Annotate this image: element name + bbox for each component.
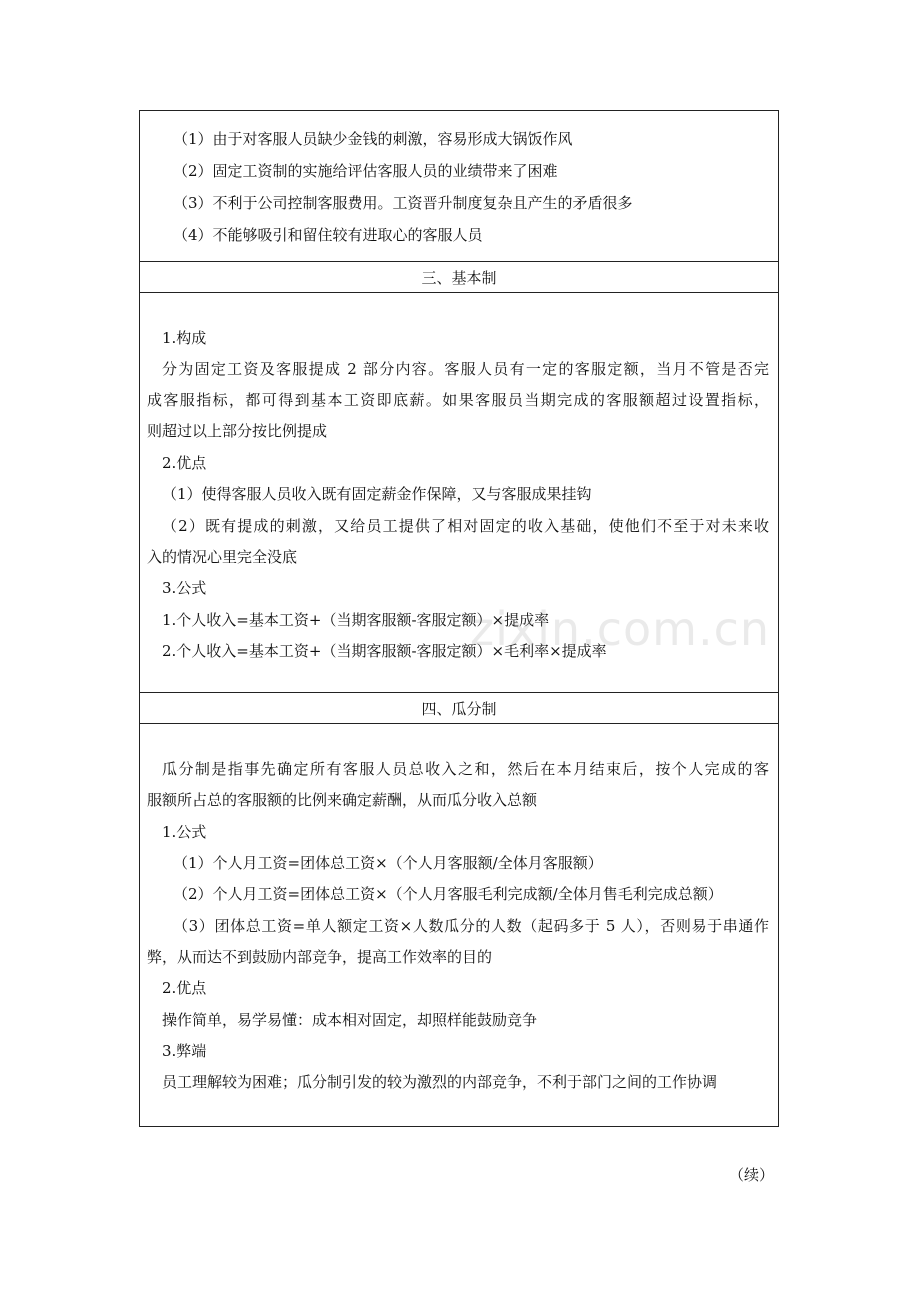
paragraph-line: （1）使得客服人员收入既有固定薪金作保障，又与客服成果挂钩 [162,485,592,503]
disadvantage-item: （1）由于对客服人员缺少金钱的刺激，容易形成大锅饭作风 [173,130,573,148]
subheading: 1.构成 [162,329,207,347]
paragraph-line: 服额所占总的客服额的比例来确定薪酬，从而瓜分收入总额 [147,791,538,809]
formula-line: （2）个人月工资=团体总工资×（个人月客服毛利完成额/全体月售毛利完成总额） [173,885,723,903]
paragraph-line: 则超过以上部分按比例提成 [147,422,328,440]
section-title-split: 四、瓜分制 [421,700,497,718]
subheading: 2.优点 [162,979,207,997]
paragraph-line: 弊，从而达不到鼓励内部竞争，提高工作效率的目的 [147,948,493,966]
section-title-basic: 三、基本制 [421,269,497,287]
table-divider [140,292,778,293]
table-divider [140,692,778,693]
paragraph-line: （2）既有提成的刺激，又给员工提供了相对固定的收入基础，使他们不至于对未来收 [162,517,769,535]
subheading: 3.公式 [162,579,207,597]
subheading: 2.优点 [162,454,207,472]
watermark: zixin.com.cn [470,602,771,656]
disadvantage-item: （4）不能够吸引和留住较有进取心的客服人员 [173,226,483,244]
table-divider [140,261,778,262]
paragraph-line: 操作简单，易学易懂：成本相对固定，却照样能鼓励竞争 [162,1011,538,1029]
disadvantage-item: （2）固定工资制的实施给评估客服人员的业绩带来了困难 [173,162,558,180]
formula-line: 1.个人收入=基本工资+（当期客服额-客服定额）×提成率 [162,611,550,629]
paragraph-line: 瓜分制是指事先确定所有客服人员总收入之和，然后在本月结束后，按个人完成的客 [162,760,769,778]
table-divider [140,723,778,724]
formula-line: （3）团体总工资=单人额定工资×人数瓜分的人数（起码多于 5 人），否则易于串通作 [173,917,769,935]
formula-line: （1）个人月工资=团体总工资×（个人月客服额/全体月客服额） [173,854,603,872]
paragraph-line: 员工理解较为困难；瓜分制引发的较为激烈的内部竞争，不利于部门之间的工作协调 [162,1073,718,1091]
subheading: 3.弊端 [162,1042,207,1060]
disadvantage-item: （3）不利于公司控制客服费用。工资晋升制度复杂且产生的矛盾很多 [173,194,633,212]
paragraph-line: 成客服指标，都可得到基本工资即底薪。如果客服员当期完成的客服额超过设置指标， [147,391,769,409]
paragraph-line: 入的情况心里完全没底 [147,548,298,566]
continued-label: （续） [728,1166,774,1184]
paragraph-line: 分为固定工资及客服提成 2 部分内容。客服人员有一定的客服定额，当月不管是否完 [162,360,769,378]
formula-line: 2.个人收入=基本工资+（当期客服额-客服定额）×毛利率×提成率 [162,642,607,660]
subheading: 1.公式 [162,823,207,841]
